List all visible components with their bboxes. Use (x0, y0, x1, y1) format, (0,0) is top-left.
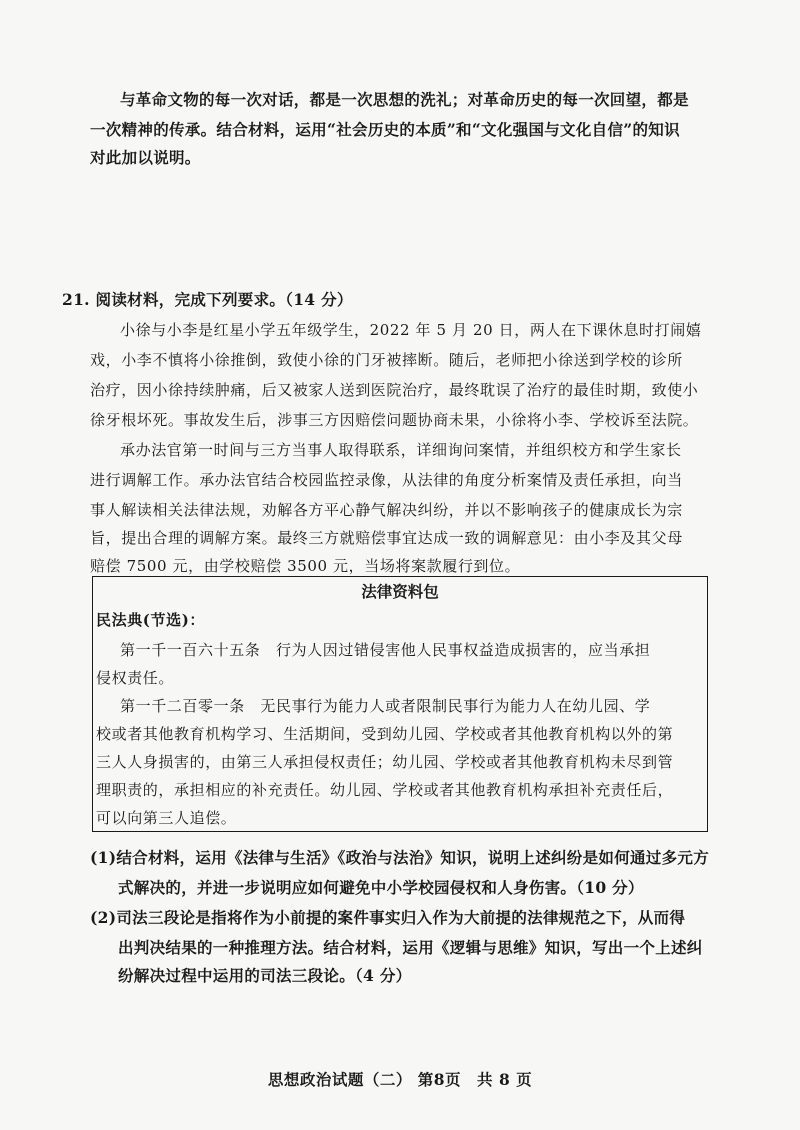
material-p1-line-2: 戏，小李不慎将小徐推倒，致使小徐的门牙被摔断。随后，老师把小徐送到学校的诊所 (90, 351, 683, 369)
sub-question-1-line-1: (1)结合材料，运用《法律与生活》《政治与法治》知识，说明上述纠纷是如何通过多元方 (90, 848, 710, 867)
law-article-2-line-2: 校或者其他教育机构学习、生活期间，受到幼儿园、学校或者其他教育机构以外的第 (96, 725, 674, 743)
question-21-header: 21. 阅读材料，完成下列要求。（14 分） (62, 290, 353, 309)
law-box-source: 民法典(节选)： (96, 611, 205, 629)
material-p2-line-5: 赔偿 7500 元，由学校赔偿 3500 元，当场将案款履行到位。 (90, 557, 521, 575)
law-article-2-line-4: 理职责的，承担相应的补充责任。幼儿园、学校或者其他教育机构承担补充责任后， (96, 781, 674, 799)
material-p1-line-3: 治疗，因小徐持续肿痛，后又被家人送到医院治疗，最终耽误了治疗的最佳时期，致使小 (90, 381, 699, 399)
material-p2-line-2: 进行调解工作。承办法官结合校园监控录像，从法律的角度分析案情及责任承担，向当 (90, 471, 683, 489)
sub-question-1-line-2: 式解决的，并进一步说明应如何避免中小学校园侵权和人身伤害。（10 分） (118, 878, 644, 897)
footer-exam-name: 思想政治试题（二） (267, 1070, 412, 1089)
footer-page-info: 第8页 共 8 页 (417, 1070, 533, 1089)
law-article-2-line-1: 第一千二百零一条 无民事行为能力人或者限制民事行为能力人在幼儿园、学 (120, 697, 651, 715)
law-article-1-line-2: 侵权责任。 (96, 669, 175, 687)
sub-question-2-line-1: (2)司法三段论是指将作为小前提的案件事实归入作为大前提的法律规范之下，从而得 (90, 908, 686, 927)
intro-question-line-3: 对此加以说明。 (90, 148, 201, 167)
material-p1-line-1: 小徐与小李是红星小学五年级学生，2022 年 5 月 20 日，两人在下课休息时打闹嬉 (120, 321, 702, 339)
material-p2-line-1: 承办法官第一时间与三方当事人取得联系，详细询问案情，并组织校方和学生家长 (120, 441, 682, 459)
material-p2-line-4: 旨，提出合理的调解方案。最终三方就赔偿事宜达成一致的调解意见：由小李及其父母 (90, 529, 683, 547)
sub-question-2-line-2: 出判决结果的一种推理方法。结合材料，运用《逻辑与思维》知识，写出一个上述纠 (118, 938, 703, 957)
law-box-title: 法律资料包 (361, 582, 439, 601)
intro-question-line-1: 与革命文物的每一次对话，都是一次思想的洗礼；对革命历史的每一次回望，都是 (120, 90, 689, 109)
law-article-2-line-3: 三人人身损害的，由第三人承担侵权责任；幼儿园、学校或者其他教育机构未尽到管 (96, 753, 674, 771)
page-footer (0, 1068, 800, 1090)
law-article-1-line-1: 第一千一百六十五条 行为人因过错侵害他人民事权益造成损害的，应当承担 (120, 641, 651, 659)
material-p1-line-4: 徐牙根坏死。事故发生后，涉事三方因赔偿问题协商未果，小徐将小李、学校诉至法院。 (90, 411, 699, 429)
intro-question-line-2: 一次精神的传承。结合材料，运用“社会历史的本质”和“文化强国与文化自信”的知识 (90, 120, 680, 139)
sub-question-2-line-3: 纷解决过程中运用的司法三段论。（4 分） (118, 966, 412, 985)
law-article-2-line-5: 可以向第三人追偿。 (96, 809, 237, 827)
material-p2-line-3: 事人解读相关法律法规，劝解各方平心静气解决纠纷，并以不影响孩子的健康成长为宗 (90, 501, 683, 519)
